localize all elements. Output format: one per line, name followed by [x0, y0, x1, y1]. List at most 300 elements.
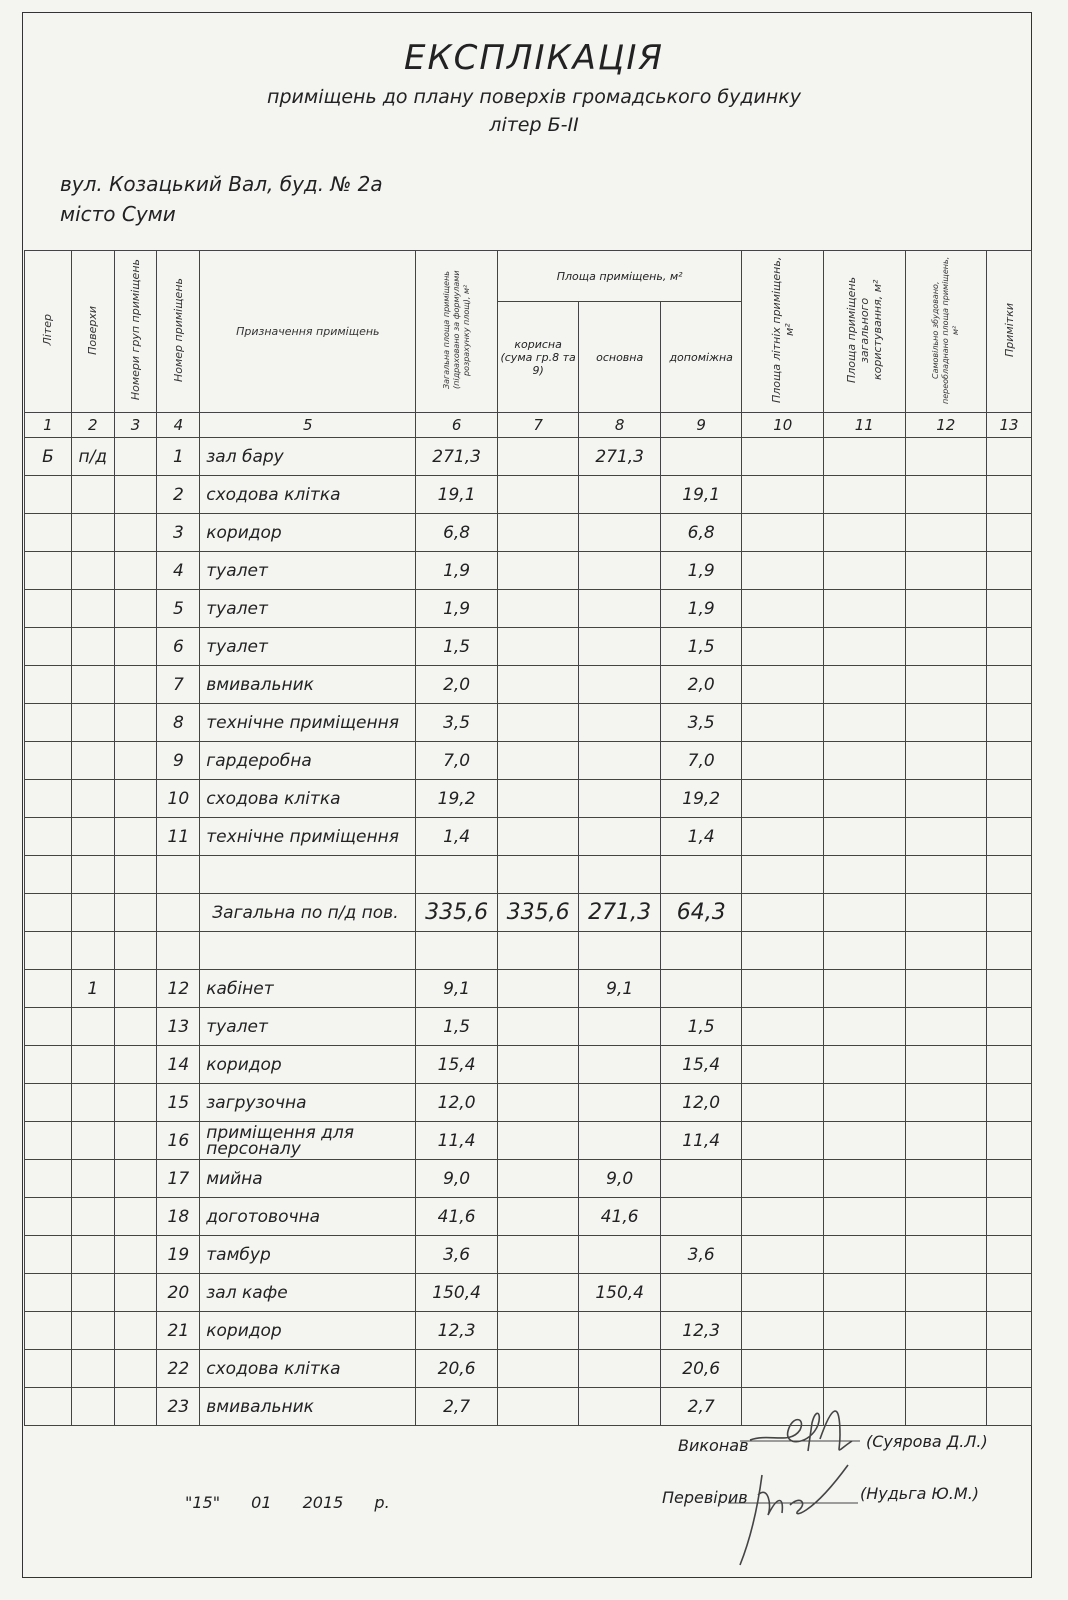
empty-cell — [497, 932, 579, 970]
useful-area-cell — [497, 1388, 579, 1426]
room-purpose-cell: сходова клітка — [200, 476, 416, 514]
empty-cell — [824, 1046, 906, 1084]
liter-cell — [25, 628, 72, 666]
empty-cell — [987, 1160, 1032, 1198]
total-area-cell: 9,0 — [416, 1160, 498, 1198]
empty-cell — [905, 476, 987, 514]
total-area-cell: 6,8 — [416, 514, 498, 552]
empty-cell — [824, 438, 906, 476]
empty-cell — [824, 1312, 906, 1350]
executed-by-name: (Суярова Д.Л.) — [866, 1432, 988, 1451]
empty-cell — [742, 932, 824, 970]
useful-area-cell — [497, 818, 579, 856]
table-row — [25, 666, 1032, 704]
room-purpose-cell: коридор — [200, 1046, 416, 1084]
aux-area-cell: 1,9 — [660, 552, 742, 590]
room-number-cell: 4 — [157, 552, 200, 590]
column-numbers-row — [25, 413, 1032, 438]
header-useful-area: корисна (сума гр.8 та 9) — [497, 302, 579, 413]
empty-cell — [905, 628, 987, 666]
room-number-cell: 22 — [157, 1350, 200, 1388]
liter-cell — [25, 1312, 72, 1350]
room-number-cell: 11 — [157, 818, 200, 856]
main-area-cell — [579, 590, 661, 628]
empty-cell — [742, 1084, 824, 1122]
column-number: 10 — [742, 413, 824, 438]
empty-cell — [824, 1350, 906, 1388]
empty-cell — [905, 1236, 987, 1274]
room-purpose-cell: туалет — [200, 1008, 416, 1046]
useful-area-cell — [497, 590, 579, 628]
aux-area-cell: 1,4 — [660, 818, 742, 856]
room-number-cell: 7 — [157, 666, 200, 704]
document-subtitle: приміщень до плану поверхів громадського будинку — [267, 86, 801, 108]
group-cell — [114, 1236, 157, 1274]
room-purpose-cell: технічне приміщення — [200, 818, 416, 856]
empty-cell — [987, 666, 1032, 704]
liter-cell — [25, 1046, 72, 1084]
empty-cell — [987, 476, 1032, 514]
table-row — [25, 1160, 1032, 1198]
main-area-cell: 150,4 — [579, 1274, 661, 1312]
room-purpose-cell: загрузочна — [200, 1084, 416, 1122]
empty-cell — [824, 1160, 906, 1198]
empty-cell — [987, 1388, 1032, 1426]
column-number: 12 — [905, 413, 987, 438]
empty-cell — [987, 628, 1032, 666]
useful-area-cell — [497, 1312, 579, 1350]
empty-cell — [660, 932, 742, 970]
empty-cell — [987, 932, 1032, 970]
empty-cell — [987, 742, 1032, 780]
empty-cell — [987, 894, 1032, 932]
empty-cell — [905, 932, 987, 970]
useful-area-cell — [497, 742, 579, 780]
room-number-cell: 19 — [157, 1236, 200, 1274]
header-main-area: основна — [579, 302, 661, 413]
group-cell — [114, 590, 157, 628]
header-room-number: Номер приміщень — [157, 251, 200, 413]
room-number-cell: 5 — [157, 590, 200, 628]
useful-area-cell — [497, 514, 579, 552]
empty-cell — [824, 666, 906, 704]
liter-cell — [25, 970, 72, 1008]
table-row — [25, 1312, 1032, 1350]
empty-cell — [824, 780, 906, 818]
empty-cell — [824, 1236, 906, 1274]
empty-row — [25, 856, 1032, 894]
empty-cell — [824, 742, 906, 780]
aux-area-cell: 7,0 — [660, 742, 742, 780]
empty-cell — [905, 1312, 987, 1350]
room-number-cell: 14 — [157, 1046, 200, 1084]
floor-cell — [71, 780, 114, 818]
group-cell — [114, 970, 157, 1008]
aux-area-cell: 15,4 — [660, 1046, 742, 1084]
room-purpose-cell: коридор — [200, 514, 416, 552]
empty-cell — [905, 552, 987, 590]
room-number-cell: 21 — [157, 1312, 200, 1350]
room-number-cell: 10 — [157, 780, 200, 818]
room-purpose-cell: мийна — [200, 1160, 416, 1198]
empty-cell — [905, 1122, 987, 1160]
header-notes: Примітки — [987, 251, 1032, 413]
floor-cell — [71, 818, 114, 856]
header-area-group: Площа приміщень, м² — [497, 251, 742, 302]
liter-cell — [25, 1236, 72, 1274]
empty-cell — [905, 818, 987, 856]
empty-cell — [742, 818, 824, 856]
room-purpose-cell: зал кафе — [200, 1274, 416, 1312]
aux-area-cell: 6,8 — [660, 514, 742, 552]
empty-cell — [742, 1312, 824, 1350]
empty-cell — [987, 1084, 1032, 1122]
floor-cell — [71, 704, 114, 742]
empty-cell — [905, 1350, 987, 1388]
empty-cell — [987, 552, 1032, 590]
empty-cell — [71, 932, 114, 970]
table-row — [25, 1084, 1032, 1122]
liter-cell: Б — [25, 438, 72, 476]
main-area-cell: 41,6 — [579, 1198, 661, 1236]
aux-area-cell — [660, 1198, 742, 1236]
room-purpose-cell: технічне приміщення — [200, 704, 416, 742]
table-row — [25, 1236, 1032, 1274]
document-subtitle-liter: літер Б-ІІ — [489, 114, 579, 136]
empty-cell — [987, 1122, 1032, 1160]
useful-area-cell — [497, 476, 579, 514]
room-purpose-cell: туалет — [200, 628, 416, 666]
total-area-cell: 12,0 — [416, 1084, 498, 1122]
floor-cell — [71, 1122, 114, 1160]
header-summer-area: Площа літніх приміщень, м² — [742, 251, 824, 413]
floor-cell — [71, 1198, 114, 1236]
aux-area-cell — [660, 970, 742, 1008]
aux-area-cell: 1,5 — [660, 628, 742, 666]
empty-cell — [742, 628, 824, 666]
total-area-cell: 2,7 — [416, 1388, 498, 1426]
group-cell — [114, 438, 157, 476]
empty-cell — [987, 856, 1032, 894]
floor-cell — [71, 552, 114, 590]
header-total-area: Загальна площа приміщень (підраховано за формулами розрахунку площ), м² — [416, 251, 498, 413]
main-area-cell — [579, 628, 661, 666]
room-number-cell: 12 — [157, 970, 200, 1008]
group-cell — [114, 552, 157, 590]
main-area-cell — [579, 1236, 661, 1274]
column-number: 11 — [824, 413, 906, 438]
group-cell — [114, 704, 157, 742]
room-purpose-cell: доготовочна — [200, 1198, 416, 1236]
empty-cell — [905, 1046, 987, 1084]
empty-cell — [71, 894, 114, 932]
floor-cell — [71, 628, 114, 666]
empty-cell — [824, 818, 906, 856]
column-number: 13 — [987, 413, 1032, 438]
empty-row — [25, 932, 1032, 970]
header-unauthorized-area: Самовільно збудовано, переобладнано площа приміщень, м² — [905, 251, 987, 413]
empty-cell — [25, 932, 72, 970]
floor-cell — [71, 1084, 114, 1122]
empty-cell — [824, 590, 906, 628]
table-row — [25, 552, 1032, 590]
empty-cell — [157, 932, 200, 970]
main-area-cell — [579, 1008, 661, 1046]
empty-cell — [987, 1198, 1032, 1236]
room-purpose-cell: вмивальник — [200, 1388, 416, 1426]
floor-cell — [71, 590, 114, 628]
room-purpose-cell: сходова клітка — [200, 1350, 416, 1388]
main-area-cell — [579, 1312, 661, 1350]
empty-cell — [905, 970, 987, 1008]
aux-area-cell: 19,1 — [660, 476, 742, 514]
main-area-cell: 271,3 — [579, 894, 661, 932]
main-area-cell — [579, 1046, 661, 1084]
checked-by-label: Перевірив — [662, 1488, 748, 1507]
group-cell — [114, 780, 157, 818]
liter-cell — [25, 1084, 72, 1122]
empty-cell — [742, 1122, 824, 1160]
group-cell — [114, 628, 157, 666]
table-row — [25, 1122, 1032, 1160]
liter-cell — [25, 666, 72, 704]
empty-cell — [416, 856, 498, 894]
document-date: "15" 01 2015 р. — [185, 1493, 390, 1512]
aux-area-cell: 19,2 — [660, 780, 742, 818]
document-title: ЕКСПЛІКАЦІЯ — [404, 38, 664, 78]
checked-by-name: (Нудьга Ю.М.) — [860, 1484, 980, 1503]
empty-cell — [200, 856, 416, 894]
aux-area-cell: 1,5 — [660, 1008, 742, 1046]
liter-cell — [25, 818, 72, 856]
room-purpose-cell: туалет — [200, 590, 416, 628]
empty-cell — [824, 1198, 906, 1236]
empty-cell — [824, 476, 906, 514]
empty-cell — [987, 704, 1032, 742]
liter-cell — [25, 514, 72, 552]
total-area-cell: 11,4 — [416, 1122, 498, 1160]
empty-cell — [905, 1198, 987, 1236]
useful-area-cell — [497, 704, 579, 742]
floor-cell — [71, 666, 114, 704]
room-number-cell: 16 — [157, 1122, 200, 1160]
room-number-cell: 3 — [157, 514, 200, 552]
useful-area-cell — [497, 780, 579, 818]
main-area-cell — [579, 476, 661, 514]
main-area-cell — [579, 1084, 661, 1122]
aux-area-cell — [660, 438, 742, 476]
liter-cell — [25, 1350, 72, 1388]
room-purpose-cell: кабінет — [200, 970, 416, 1008]
floor-cell — [71, 476, 114, 514]
aux-area-cell: 2,7 — [660, 1388, 742, 1426]
floor-cell — [71, 1008, 114, 1046]
liter-cell — [25, 1198, 72, 1236]
table-row — [25, 514, 1032, 552]
room-purpose-cell: коридор — [200, 1312, 416, 1350]
floor-cell — [71, 1274, 114, 1312]
table-row — [25, 476, 1032, 514]
group-cell — [114, 1198, 157, 1236]
empty-cell — [157, 856, 200, 894]
empty-cell — [987, 970, 1032, 1008]
total-row — [25, 894, 1032, 932]
useful-area-cell — [497, 1008, 579, 1046]
empty-cell — [742, 1008, 824, 1046]
column-number: 2 — [71, 413, 114, 438]
room-purpose-cell: вмивальник — [200, 666, 416, 704]
group-cell — [114, 818, 157, 856]
aux-area-cell: 3,6 — [660, 1236, 742, 1274]
total-area-cell: 335,6 — [416, 894, 498, 932]
total-area-cell: 1,5 — [416, 1008, 498, 1046]
liter-cell — [25, 1388, 72, 1426]
room-number-cell: 13 — [157, 1008, 200, 1046]
empty-cell — [497, 856, 579, 894]
empty-cell — [824, 856, 906, 894]
empty-cell — [905, 742, 987, 780]
explication-table — [24, 250, 1032, 1426]
empty-cell — [114, 894, 157, 932]
empty-cell — [987, 1350, 1032, 1388]
total-area-cell: 41,6 — [416, 1198, 498, 1236]
useful-area-cell — [497, 628, 579, 666]
total-area-cell: 1,5 — [416, 628, 498, 666]
useful-area-cell — [497, 552, 579, 590]
empty-cell — [742, 438, 824, 476]
table-row — [25, 1274, 1032, 1312]
header-floors: Поверхи — [71, 251, 114, 413]
column-number: 1 — [25, 413, 72, 438]
aux-area-cell: 2,0 — [660, 666, 742, 704]
liter-cell — [25, 1274, 72, 1312]
address-street: вул. Козацький Вал, буд. № 2а — [60, 172, 383, 196]
room-number-cell: 8 — [157, 704, 200, 742]
empty-cell — [114, 856, 157, 894]
room-number-cell: 6 — [157, 628, 200, 666]
total-area-cell: 19,1 — [416, 476, 498, 514]
useful-area-cell — [497, 1198, 579, 1236]
aux-area-cell: 3,5 — [660, 704, 742, 742]
table-row — [25, 780, 1032, 818]
liter-cell — [25, 590, 72, 628]
header-purpose: Призначення приміщень — [200, 251, 416, 413]
group-cell — [114, 1312, 157, 1350]
total-area-cell: 2,0 — [416, 666, 498, 704]
table-row — [25, 1008, 1032, 1046]
liter-cell — [25, 552, 72, 590]
header-liter: Літер — [25, 251, 72, 413]
main-area-cell: 9,1 — [579, 970, 661, 1008]
column-number: 7 — [497, 413, 579, 438]
empty-cell — [824, 1274, 906, 1312]
useful-area-cell — [497, 1122, 579, 1160]
room-number-cell: 9 — [157, 742, 200, 780]
table-row — [25, 628, 1032, 666]
group-cell — [114, 1008, 157, 1046]
empty-cell — [742, 1236, 824, 1274]
column-number: 3 — [114, 413, 157, 438]
group-cell — [114, 476, 157, 514]
main-area-cell: 271,3 — [579, 438, 661, 476]
floor-cell — [71, 1350, 114, 1388]
empty-cell — [824, 1008, 906, 1046]
total-area-cell: 20,6 — [416, 1350, 498, 1388]
empty-cell — [71, 856, 114, 894]
floor-cell — [71, 742, 114, 780]
empty-cell — [114, 932, 157, 970]
total-area-cell: 3,5 — [416, 704, 498, 742]
floor-cell — [71, 1236, 114, 1274]
total-area-cell: 1,9 — [416, 552, 498, 590]
empty-cell — [824, 932, 906, 970]
empty-cell — [742, 704, 824, 742]
floor-cell: п/д — [71, 438, 114, 476]
empty-cell — [824, 704, 906, 742]
useful-area-cell — [497, 438, 579, 476]
useful-area-cell — [497, 666, 579, 704]
empty-cell — [742, 1350, 824, 1388]
table-row — [25, 1198, 1032, 1236]
aux-area-cell: 12,0 — [660, 1084, 742, 1122]
empty-cell — [824, 1084, 906, 1122]
column-number: 4 — [157, 413, 200, 438]
empty-cell — [905, 1008, 987, 1046]
empty-cell — [905, 1388, 987, 1426]
empty-cell — [579, 856, 661, 894]
empty-cell — [416, 932, 498, 970]
empty-cell — [742, 970, 824, 1008]
floor-cell — [71, 514, 114, 552]
floor-cell — [71, 1046, 114, 1084]
group-cell — [114, 1388, 157, 1426]
empty-cell — [824, 514, 906, 552]
room-purpose-cell: сходова клітка — [200, 780, 416, 818]
empty-cell — [905, 894, 987, 932]
empty-cell — [987, 1274, 1032, 1312]
total-label-cell: Загальна по п/д пов. — [200, 894, 416, 932]
table-row — [25, 970, 1032, 1008]
total-area-cell: 1,9 — [416, 590, 498, 628]
total-area-cell: 7,0 — [416, 742, 498, 780]
empty-cell — [987, 438, 1032, 476]
useful-area-cell: 335,6 — [497, 894, 579, 932]
empty-cell — [905, 1274, 987, 1312]
room-purpose-cell: туалет — [200, 552, 416, 590]
address-city: місто Суми — [60, 202, 176, 226]
room-purpose-cell: зал бару — [200, 438, 416, 476]
liter-cell — [25, 1008, 72, 1046]
empty-cell — [742, 1160, 824, 1198]
empty-cell — [742, 742, 824, 780]
empty-cell — [987, 1236, 1032, 1274]
group-cell — [114, 1160, 157, 1198]
column-number: 5 — [200, 413, 416, 438]
aux-area-cell: 64,3 — [660, 894, 742, 932]
aux-area-cell: 1,9 — [660, 590, 742, 628]
empty-cell — [824, 970, 906, 1008]
liter-cell — [25, 1122, 72, 1160]
empty-cell — [742, 1274, 824, 1312]
main-area-cell — [579, 552, 661, 590]
useful-area-cell — [497, 970, 579, 1008]
header-aux-area: допоміжна — [660, 302, 742, 413]
empty-cell — [905, 1160, 987, 1198]
room-purpose-cell: тамбур — [200, 1236, 416, 1274]
empty-cell — [987, 1008, 1032, 1046]
empty-cell — [905, 704, 987, 742]
useful-area-cell — [497, 1084, 579, 1122]
